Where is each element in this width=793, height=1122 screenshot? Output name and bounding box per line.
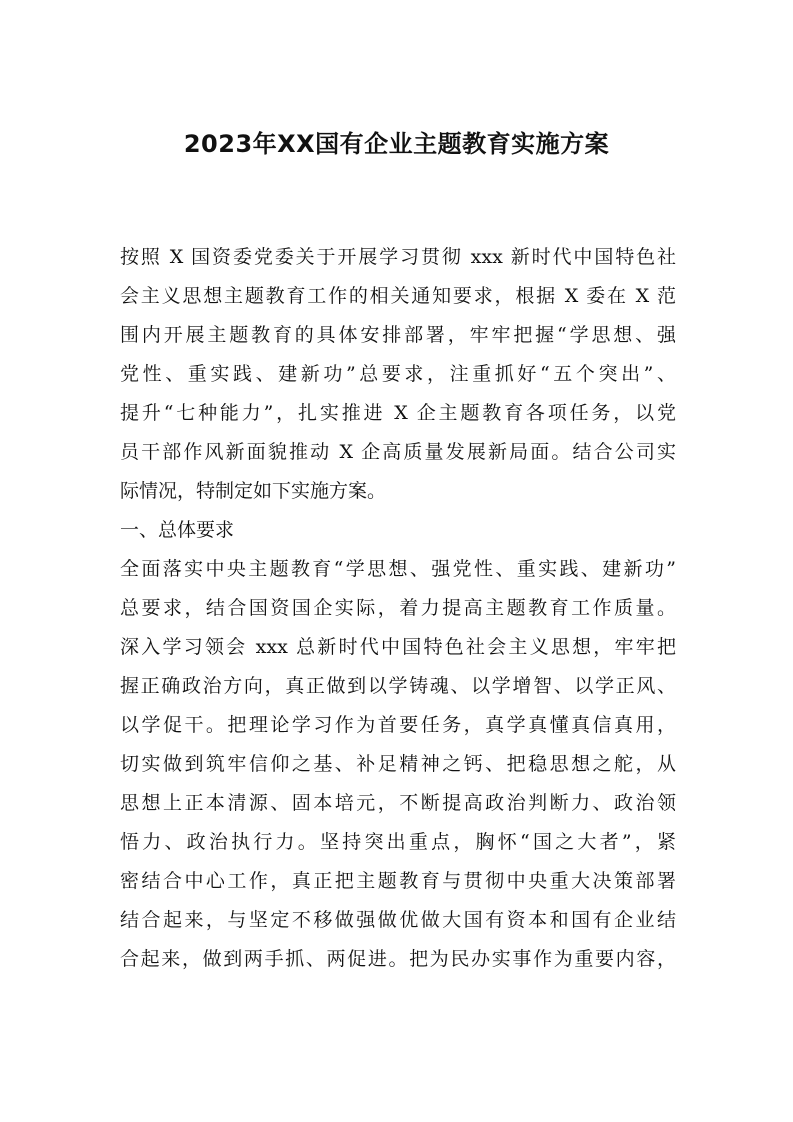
body-line: 思想上正本清源、固本培元，不断提高政治判断力、政治领 (120, 792, 676, 814)
body-line: 员干部作风新面貌推动 X 企高质量发展新局面。结合公司实 (120, 441, 676, 463)
body-line: 会主义思想主题教育工作的相关通知要求，根据 X 委在 X 范 (120, 285, 676, 307)
body-line: 按照 X 国资委党委关于开展学习贯彻 xxx 新时代中国特色社 (120, 246, 676, 268)
body-line: 切实做到筑牢信仰之基、补足精神之钙、把稳思想之舵，从 (120, 753, 676, 775)
body-line: 党性、重实践、建新功”总要求，注重抓好“五个突出”、 (120, 363, 676, 385)
body-line: 深入学习领会 xxx 总新时代中国特色社会主义思想，牢牢把 (120, 636, 676, 658)
section-heading: 一、总体要求 (120, 519, 235, 541)
body-line: 悟力、政治执行力。坚持突出重点，胸怀“国之大者”，紧 (120, 831, 676, 853)
document-title: 2023年XX国有企业主题教育实施方案 (183, 130, 610, 158)
document-body (120, 238, 676, 979)
body-line: 总要求，结合国资国企实际，着力提高主题教育工作质量。 (120, 597, 676, 619)
body-line: 以学促干。把理论学习作为首要任务，真学真懂真信真用， (120, 714, 676, 736)
body-line: 合起来，做到两手抓、两促进。把为民办实事作为重要内容， (120, 948, 676, 970)
body-line: 结合起来，与坚定不移做强做优做大国有资本和国有企业结 (120, 909, 676, 931)
body-line: 全面落实中央主题教育“学思想、强党性、重实践、建新功” (120, 558, 676, 580)
body-line: 提升“七种能力”，扎实推进 X 企主题教育各项任务，以党 (120, 402, 676, 424)
body-line: 握正确政治方向，真正做到以学铸魂、以学增智、以学正风、 (120, 675, 676, 697)
body-line: 密结合中心工作，真正把主题教育与贯彻中央重大决策部署 (120, 870, 676, 892)
body-line: 围内开展主题教育的具体安排部署，牢牢把握“学思想、强 (120, 324, 676, 346)
body-line: 际情况，特制定如下实施方案。 (120, 480, 387, 502)
